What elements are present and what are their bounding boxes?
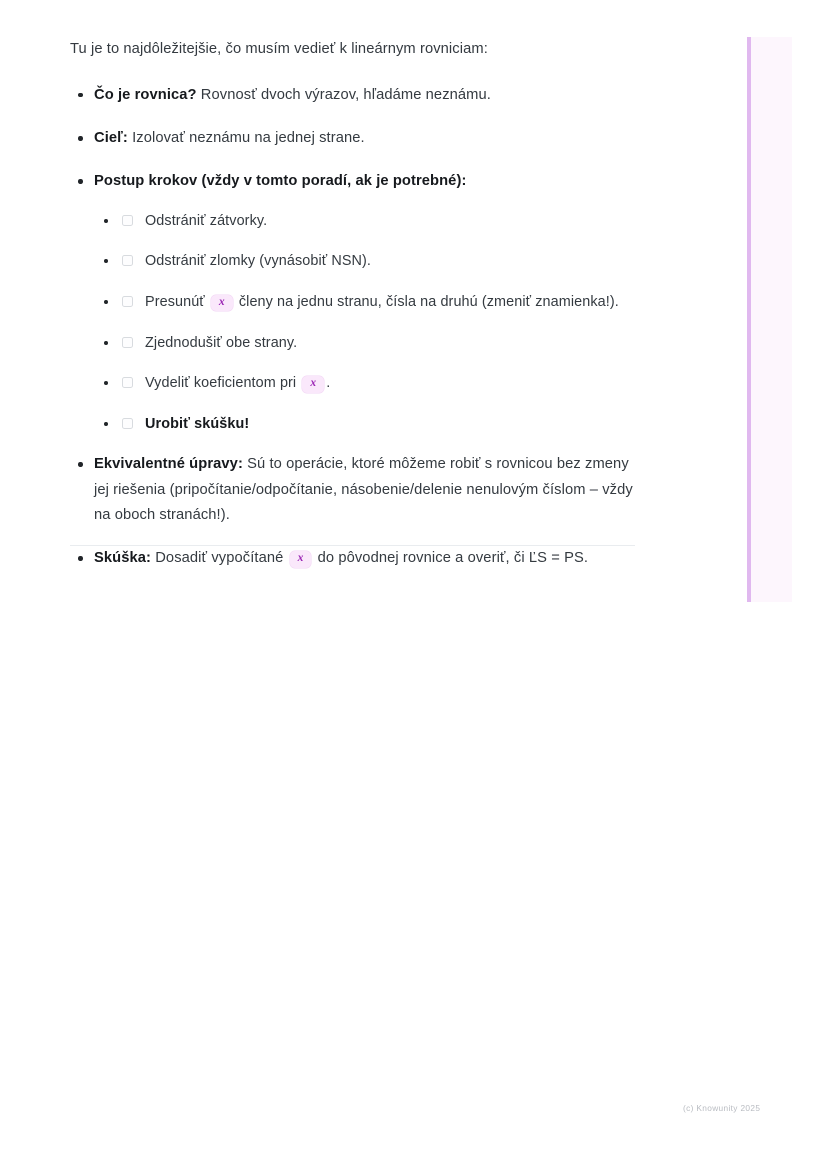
list-item-equivalent-operations [70,452,636,528]
checklist-item-remove-parentheses[interactable] [94,209,636,235]
checklist-item-text: Urobiť skúšku! [145,415,250,432]
list-item-lead: Skúška: [94,550,152,567]
decorative-side-panel [747,37,792,602]
checkbox-icon[interactable] [122,377,133,388]
list-item-lead: Cieľ: [94,130,128,147]
checklist-item-text: Odstrániť zlomky (vynásobiť NSN). [145,253,372,270]
list-item-steps [70,169,636,437]
list-item-body: Rovnosť dvoch výrazov, hľadáme neznámu. [196,86,491,103]
list-item-body: Izolovať neznámu na jednej strane. [127,130,365,147]
checkbox-icon[interactable] [122,418,133,429]
checklist-item-text: Odstrániť zátvorky. [145,212,268,229]
checkbox-icon[interactable] [122,255,133,266]
checklist-item-divide-coefficient[interactable] [94,371,636,397]
list-item-verification [70,546,636,571]
intro-paragraph: Tu je to najdôležitejšie, čo musím vedieť k lineárnym rovniciam: [70,41,488,57]
math-variable-token: x [290,551,312,568]
math-variable-token: x [302,376,324,393]
list-item-lead: Čo je rovnica? [94,86,197,103]
list-item-body: Sú to operácie, ktoré môžeme robiť s rovnicou bez zmeny jej riešenia (pripočítanie/odpočítanie, násobenie/delenie nenulovým číslom – vždy na oboch stranách!). [94,456,633,524]
math-variable-token: x [211,295,233,312]
checkbox-icon[interactable] [122,296,133,307]
checkbox-icon[interactable] [122,215,133,226]
checklist-item-remove-fractions[interactable] [94,249,636,275]
checkbox-icon[interactable] [122,337,133,348]
document-content [70,38,636,590]
list-item-what-is-equation [70,83,636,108]
checklist-item-simplify[interactable] [94,331,636,357]
section-divider [70,545,635,546]
checklist-item-text: Vydeliť koeficientom pri [145,375,301,392]
checklist-item-move-terms[interactable] [94,290,636,316]
checklist-item-do-check[interactable] [94,412,636,438]
checklist-item-text: Zjednodušiť obe strany. [145,334,298,351]
list-item-goal [70,126,636,151]
checklist-item-text: Presunúť [145,293,209,310]
accent-vertical-rule [747,37,751,602]
steps-checklist [94,209,636,438]
list-item-body-tail: do pôvodnej rovnice a overiť, či ĽS = PS. [313,550,589,567]
list-item-lead: Postup krokov (vždy v tomto poradí, ak je potrebné): [94,173,467,190]
checklist-item-text-tail: . [326,375,331,392]
footer-copyright: (c) Knowunity 2025 [683,1103,761,1113]
notes-list [70,83,636,572]
checklist-item-text-tail: členy na jednu stranu, čísla na druhú (zmeniť znamienka!). [234,293,619,310]
list-item-lead: Ekvivalentné úpravy: [94,456,243,473]
list-item-body: Dosadiť vypočítané [151,550,288,567]
